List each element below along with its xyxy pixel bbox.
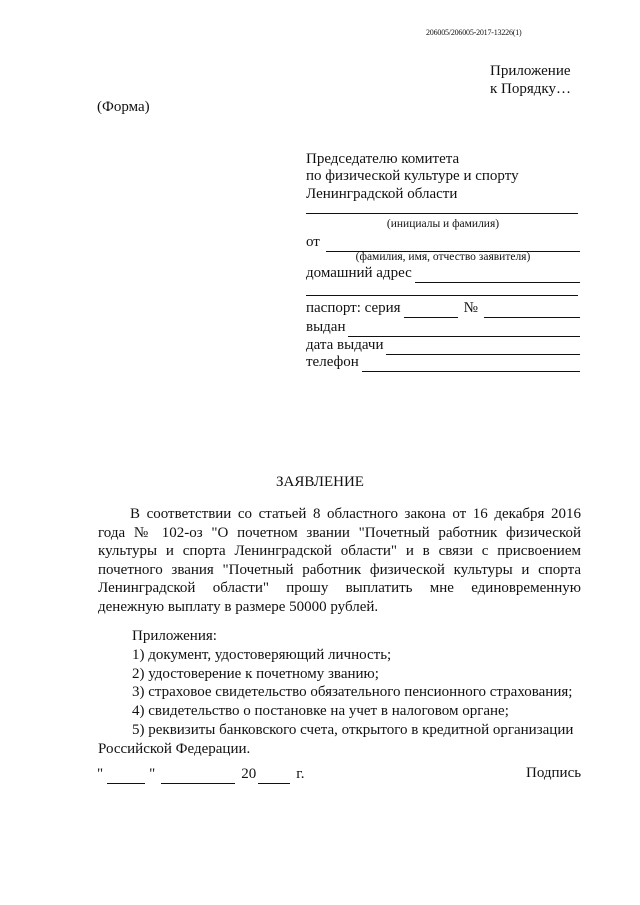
- year-prefix: 20: [241, 766, 257, 782]
- phone-label: телефон: [306, 354, 359, 370]
- attachments-list: [98, 627, 581, 759]
- appendix-line-1: Приложение: [490, 63, 571, 79]
- attachment-item-3: 3) страховое свидетельство обязательного пенсионного страхования;: [132, 684, 573, 701]
- issue-date-label: дата выдачи: [306, 337, 384, 353]
- statement-title: ЗАЯВЛЕНИЕ: [276, 474, 364, 490]
- statement-paragraph: В соответствии со статьей 8 областного закона от 16 декабря 2016 года № 102-оз "О почетном звании "Почетный работник физической культуры и спорта Ленинградской области" и в связи с присвоением почетного звания "Почетный работник физической культуры и спорта Ленинградской области" прошу выплатить мне единовременную денежную выплату в размере 50000 рублей.: [98, 506, 581, 615]
- passport-row: [306, 299, 580, 318]
- month-blank: [161, 769, 235, 784]
- phone-blank-line: [362, 357, 580, 372]
- attachment-item-5: 5) реквизиты банковского счета, открытого в кредитной организации: [132, 721, 574, 738]
- quote-close: ": [149, 766, 156, 782]
- appendix-line-2: к Порядку…: [490, 81, 571, 97]
- signature-label: Подпись: [526, 765, 582, 781]
- phone-row: [306, 353, 580, 372]
- year-suffix: г.: [296, 766, 305, 782]
- issued-by-blank-line: [348, 322, 580, 337]
- passport-number-blank: [484, 303, 580, 318]
- addressee-line-1: Председателю комитета: [306, 151, 460, 167]
- year-blank: [258, 769, 290, 784]
- attachment-item-1: 1) документ, удостоверяющий личность;: [132, 646, 392, 663]
- initials-blank-line: [306, 213, 578, 214]
- attachments-heading: Приложения:: [132, 628, 217, 644]
- address-continuation-line: [306, 295, 578, 296]
- addressee-line-2: по физической культуре и спорту: [306, 168, 519, 184]
- applicant-caption: (фамилия, имя, отчество заявителя): [355, 251, 531, 263]
- passport-label: паспорт: серия: [306, 300, 401, 316]
- quote-open: ": [97, 766, 104, 782]
- day-blank: [107, 769, 145, 784]
- home-address-row: [306, 264, 580, 283]
- attachment-item-4: 4) свидетельство о постановке на учет в налоговом органе;: [132, 703, 509, 720]
- issued-by-label: выдан: [306, 319, 346, 335]
- statement-body: [98, 505, 581, 617]
- home-address-blank-line: [415, 268, 580, 283]
- home-address-label: домашний адрес: [306, 265, 412, 281]
- attachment-item-2: 2) удостоверение к почетному званию;: [132, 665, 379, 682]
- document-id: 206005/206005-2017-13226(1): [426, 28, 522, 37]
- passport-series-blank: [404, 303, 458, 318]
- passport-number-sign: №: [463, 300, 478, 316]
- addressee-line-3: Ленинградской области: [306, 186, 458, 202]
- form-label: (Форма): [97, 99, 150, 115]
- date-line: [97, 765, 304, 784]
- initials-caption: (инициалы и фамилия): [386, 218, 500, 230]
- attachment-item-5-continuation: Российской Федерации.: [98, 740, 251, 757]
- issued-by-row: [306, 318, 580, 337]
- from-blank-line: [326, 237, 580, 252]
- from-label: от: [306, 234, 320, 250]
- from-row: [306, 233, 580, 252]
